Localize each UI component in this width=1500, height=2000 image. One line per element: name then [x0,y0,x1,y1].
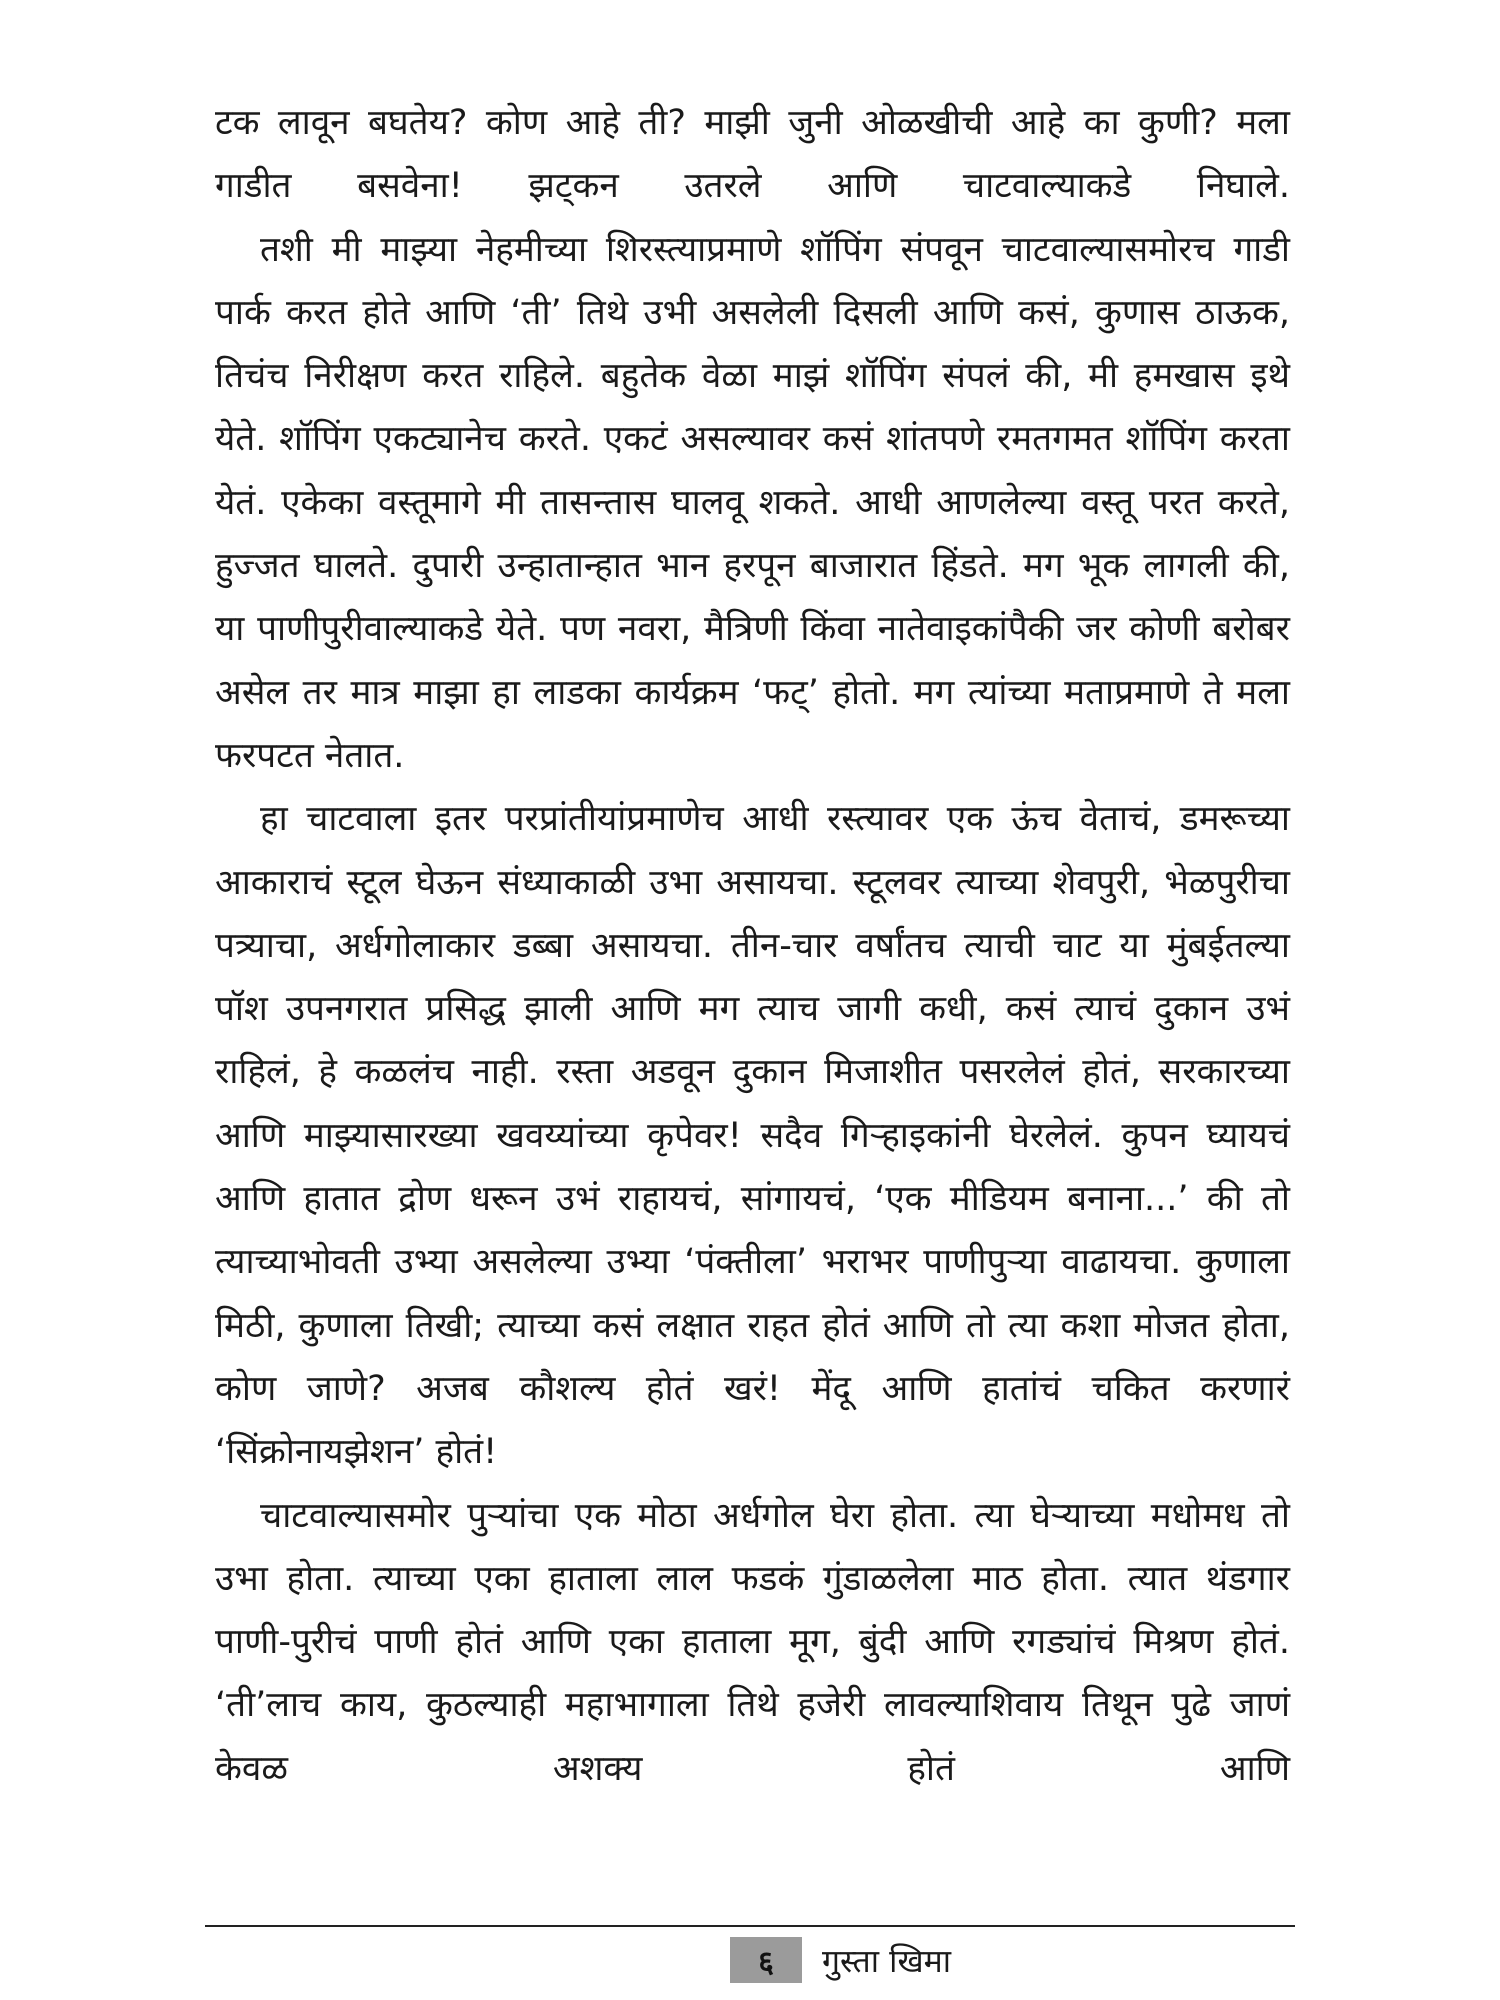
page-footer [730,1935,951,1985]
text-line: त्याच्याभोवती उभ्या असलेल्या उभ्या ‘पंक्तीला’ भराभर पाणीपुऱ्या वाढायचा. [215,1242,1182,1283]
text-line: येते. पण नवरा, मैत्रिणी किंवा नातेवाइकांपैकी जर कोणी बरोबर असेल तर [215,609,1290,713]
footer-divider [205,1925,1295,1927]
text-line: फरपटत नेतात. [215,735,405,776]
text-line: कशा मोजत होता, कोण जाणे? अजब कौशल्य होतं खरं! मेंदू आणि हातांचं [215,1305,1290,1409]
text-line: कुणास ठाऊक, तिचंच निरीक्षण करत राहिले. बहुतेक वेळा माझं शॉपिंग संपलं [215,292,1290,397]
text-line: चाटवाल्यासमोर पुऱ्यांचा एक मोठा अर्धगोल घेरा होता. त्या घेऱ्याच्या [260,1495,1135,1536]
text-line: माठ होता. त्यात थंडगार पाणी-पुरीचं पाणी होतं आणि एका हाताला मूग, [215,1558,1290,1663]
text-line: शकते. आधी आणलेल्या वस्तू परत करते, हुज्जत घालते. दुपारी उन्हातान्हात [215,482,1290,587]
text-line: बुंदी आणि रगड्यांचं मिश्रण होतं. ‘ती’लाच काय, कुठल्याही महाभागाला [215,1622,1290,1726]
text-line: डमरूच्या आकाराचं स्टूल घेऊन संध्याकाळी उभा असायचा. स्टूलवर त्याच्या [215,799,1290,903]
text-line: कुणाला मिठी, कुणाला तिखी; त्याच्या कसं लक्षात राहत होतं आणि तो त्या [215,1242,1290,1346]
text-line: शेवपुरी, भेळपुरीचा पत्र्याचा, अर्धगोलाकार डब्बा असायचा. तीन-चार [215,862,1290,966]
book-title: गुस्ता खिमा [822,1941,952,1980]
page-body [215,92,1290,1801]
text-line: खवय्यांच्या कृपेवर! सदैव गिऱ्हाइकांनी घेरलेलं. कुपन घ्यायचं आणि [215,1115,1290,1220]
text-line: गाडी पार्क करत होते आणि ‘ती’ तिथे उभी असलेली दिसली आणि कसं, [215,229,1290,333]
text-line: टक लावून बघतेय? कोण आहे ती? माझी जुनी ओळखीची आहे का कुणी? [215,103,1218,143]
text-line: शांतपणे रमतगमत शॉपिंग करता येतं. एकेका वस्तूमागे मी तासन्तास घालवू [215,419,1290,523]
text-line: हा चाटवाला इतर परप्रांतीयांप्रमाणेच आधी रस्त्यावर एक ऊंच वेताचं, [260,799,1162,840]
text-line: अडवून दुकान मिजाशीत पसरलेलं होतं, सरकारच्या आणि माझ्यासारख्या [215,1052,1290,1156]
text-line: त्याच जागी कधी, कसं त्याचं दुकान उभं राहिलं, हे कळलंच नाही. रस्ता [215,989,1290,1093]
text-line: भान हरपून बाजारात हिंडते. मग भूक लागली की, या पाणीपुरीवाल्याकडे [215,546,1290,650]
text-line: चकित करणारं ‘सिंक्रोनायझेशन’ होतं! [215,1368,1290,1473]
text-line: तिथे हजेरी लावल्याशिवाय तिथून पुढे जाणं केवळ अशक्य होतं आणि [215,1685,1291,1789]
paragraph-1 [215,92,1290,219]
text-line: तशी मी माझ्या नेहमीच्या शिरस्त्याप्रमाणे शॉपिंग संपवून चाटवाल्यासमोरच [260,229,1215,270]
text-line: मधोमध तो उभा होता. त्याच्या एका हाताला लाल फडकं गुंडाळलेला [215,1495,1290,1599]
paragraph-4 [215,1485,1290,1801]
page-number: ६ [730,1937,802,1983]
text-line: हातात द्रोण धरून उभं राहायचं, सांगायचं, ‘एक मीडियम बनाना...’ की तो [303,1179,1290,1220]
text-line: वर्षांतच त्याची चाट या मुंबईतल्या पॉश उपनगरात प्रसिद्ध झाली आणि मग [215,925,1290,1030]
paragraph-3 [215,788,1290,1484]
paragraph-2 [215,219,1290,789]
text-line: मात्र माझा हा लाडका कार्यक्रम ‘फट्’ होतो. मग त्यांच्या मताप्रमाणे ते मला [350,672,1290,713]
text-line: की, मी हमखास इथे येते. शॉपिंग एकट्यानेच करते. एकटं असल्यावर कसं [215,356,1290,460]
text-line: मला गाडीत बसवेना! झट्कन उतरले आणि चाटवाल्याकडे निघाले. [215,103,1290,207]
